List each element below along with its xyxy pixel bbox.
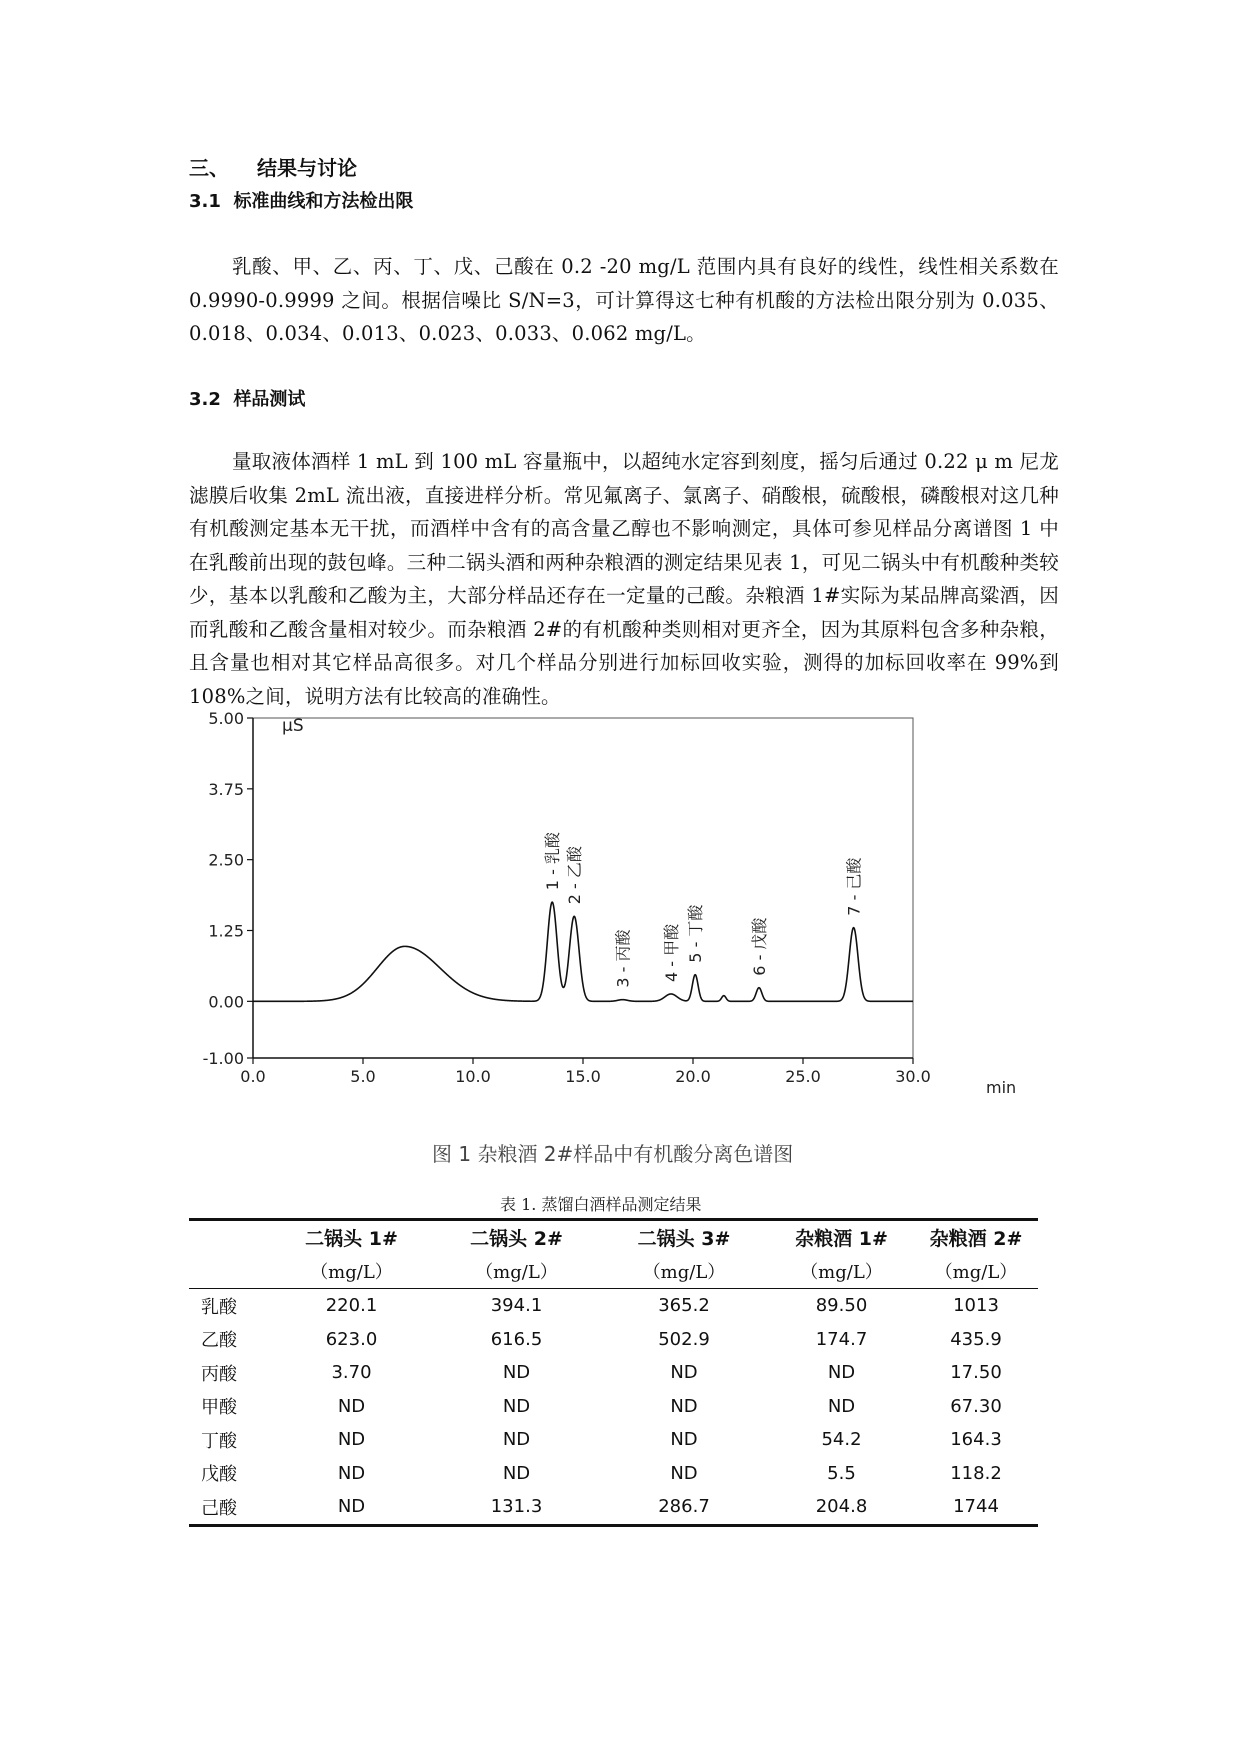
table-cell: 1744 bbox=[953, 1496, 999, 1518]
subsection-number: 3.1 bbox=[189, 191, 221, 212]
subsection-title: 标准曲线和方法检出限 bbox=[233, 191, 414, 212]
table-cell: 89.50 bbox=[815, 1295, 868, 1317]
column-unit: （mg/L） bbox=[310, 1262, 393, 1284]
column-unit: （mg/L） bbox=[475, 1262, 558, 1284]
y-tick-label: 0.00 bbox=[208, 992, 244, 1012]
x-tick-label: 25.0 bbox=[785, 1067, 821, 1086]
table-cell: 1013 bbox=[953, 1295, 999, 1317]
table-row bbox=[189, 1289, 1038, 1323]
table-cell: ND bbox=[337, 1462, 366, 1484]
table-header-row bbox=[189, 1221, 1038, 1255]
subsection-heading-3-1 bbox=[189, 187, 413, 213]
peak-label: 6 - 戊酸 bbox=[750, 917, 769, 976]
table-cell: ND bbox=[502, 1362, 531, 1384]
x-tick-label: 5.0 bbox=[350, 1067, 376, 1086]
table-cell: 616.5 bbox=[490, 1328, 543, 1350]
row-label: 丁酸 bbox=[201, 1430, 237, 1452]
chromatogram-trace bbox=[253, 902, 913, 1001]
table-cell: 164.3 bbox=[950, 1429, 1002, 1451]
table-cell: 435.9 bbox=[950, 1328, 1002, 1350]
table-cell: ND bbox=[502, 1429, 531, 1451]
paragraph-text: 乳酸、甲、乙、丙、丁、戊、己酸在 0.2 -20 mg/L 范围内具有良好的线性，线性相关系数在 0.9990-0.9999 之间。根据信噪比 S/N=3，可计算得这七种有机酸的方法检出限分别为 0.035、0.018、0.034、0.013、0.023、0.033、0.062 mg/L。 bbox=[189, 255, 1059, 345]
x-tick-label: 20.0 bbox=[675, 1067, 711, 1086]
table-cell: 17.50 bbox=[950, 1362, 1002, 1384]
x-tick-label: 15.0 bbox=[565, 1067, 601, 1086]
section-number: 三、 bbox=[189, 156, 229, 180]
table-cell: 5.5 bbox=[827, 1462, 856, 1484]
column-unit: （mg/L） bbox=[934, 1262, 1018, 1284]
row-label: 戊酸 bbox=[201, 1464, 237, 1486]
table-cell: ND bbox=[502, 1462, 531, 1484]
peak-label: 4 - 甲酸 bbox=[662, 923, 681, 982]
table-cell: 365.2 bbox=[658, 1295, 710, 1317]
paragraph-text: 量取液体酒样 1 mL 到 100 mL 容量瓶中，以超纯水定容到刻度，摇匀后通过 0.22 μ m 尼龙滤膜后收集 2mL 流出液，直接进样分析。常见氟离子、氯离子、硝酸根，硫酸根，磷酸根对这几种有机酸测定基本无干扰，而酒样中含有的高含量乙醇也不影响测定，具体可参见样品分离谱图 1 中在乳酸前出现的鼓包峰。三种二锅头酒和两种杂粮酒的测定结果见表 1，可见二锅头中有机酸种类较少，基本以乳酸和乙酸为主，大部分样品还存在一定量的己酸。杂粮酒 1#实际为某品牌高粱酒，因而乳酸和乙酸含量相对较少。而杂粮酒 2#的有机酸种类则相对更齐全，因为其原料包含多种杂粮，且含量也相对其它样品高很多。对几个样品分别进行加标回收实验，测得的加标回收率在 99%到 108%之间，说明方法有比较高的准确性。 bbox=[189, 450, 1059, 708]
row-label: 乙酸 bbox=[201, 1330, 237, 1352]
table-cell: ND bbox=[337, 1429, 366, 1451]
table-cell: ND bbox=[827, 1395, 856, 1417]
x-tick-label: 10.0 bbox=[455, 1067, 491, 1086]
y-axis bbox=[203, 709, 253, 1068]
x-tick-label: 0.0 bbox=[240, 1067, 266, 1086]
y-tick-label: 1.25 bbox=[208, 921, 244, 941]
table-cell: 502.9 bbox=[658, 1328, 710, 1350]
table-cell: 286.7 bbox=[658, 1496, 710, 1518]
x-axis bbox=[240, 1058, 931, 1086]
table-row bbox=[189, 1457, 1038, 1491]
column-header: 杂粮酒 2# bbox=[929, 1228, 1023, 1251]
subsection-heading-3-2 bbox=[189, 385, 305, 411]
y-tick-label: -1.00 bbox=[202, 1049, 244, 1068]
subsection-title: 样品测试 bbox=[233, 389, 306, 410]
table-cell: 131.3 bbox=[490, 1496, 543, 1518]
column-header: 二锅头 2# bbox=[470, 1228, 563, 1251]
peak-label: 3 - 丙酸 bbox=[613, 929, 633, 988]
table-cell: ND bbox=[670, 1429, 698, 1451]
section-title: 结果与讨论 bbox=[257, 156, 357, 180]
table-cell: ND bbox=[670, 1362, 698, 1384]
table-cell: 204.8 bbox=[815, 1496, 868, 1518]
table-cell: ND bbox=[670, 1462, 698, 1484]
table-cell: 67.30 bbox=[950, 1395, 1002, 1417]
table-row bbox=[189, 1490, 1038, 1524]
row-label: 乳酸 bbox=[201, 1296, 237, 1318]
y-tick-label: 5.00 bbox=[208, 709, 244, 728]
chromatogram-chart bbox=[202, 709, 1050, 1162]
table-cell: 220.1 bbox=[325, 1295, 378, 1317]
figure-caption: 图 1 杂粮酒 2#样品中有机酸分离色谱图 bbox=[432, 1142, 794, 1166]
row-label: 己酸 bbox=[201, 1497, 237, 1519]
table-row bbox=[189, 1356, 1038, 1390]
table-cell: ND bbox=[502, 1395, 531, 1417]
table-unit-row bbox=[189, 1255, 1038, 1289]
table-caption: 表 1. 蒸馏白酒样品测定结果 bbox=[500, 1195, 702, 1214]
table-row bbox=[189, 1423, 1038, 1457]
column-unit: （mg/L） bbox=[642, 1262, 726, 1284]
column-header: 二锅头 1# bbox=[305, 1228, 398, 1251]
table-cell: 118.2 bbox=[950, 1462, 1002, 1484]
table-cell: ND bbox=[337, 1496, 366, 1518]
peak-label: 7 - 己酸 bbox=[844, 857, 864, 916]
peak-labels bbox=[543, 831, 863, 988]
paragraph-sample-test bbox=[189, 445, 1059, 713]
table-cell: 623.0 bbox=[325, 1328, 378, 1350]
table-cell: ND bbox=[337, 1395, 366, 1417]
column-unit: （mg/L） bbox=[800, 1262, 883, 1284]
table-row bbox=[189, 1323, 1038, 1357]
y-tick-label: 2.50 bbox=[208, 850, 244, 870]
table-cell: ND bbox=[827, 1362, 856, 1384]
results-table bbox=[189, 1221, 1038, 1524]
results-table-wrap bbox=[189, 1218, 1038, 1527]
x-axis-unit: min bbox=[986, 1078, 1017, 1097]
table-body bbox=[189, 1289, 1038, 1524]
table-cell: 54.2 bbox=[821, 1429, 862, 1451]
column-header: 杂粮酒 1# bbox=[795, 1228, 888, 1251]
table-cell: ND bbox=[670, 1395, 698, 1417]
x-tick-label: 30.0 bbox=[895, 1067, 931, 1086]
y-axis-unit: µS bbox=[282, 716, 304, 736]
table-row bbox=[189, 1390, 1038, 1424]
row-label: 丙酸 bbox=[201, 1363, 237, 1385]
peak-label: 2 - 乙酸 bbox=[565, 846, 585, 905]
table-cell: 3.70 bbox=[331, 1362, 372, 1384]
paragraph-detection-limit bbox=[189, 250, 1059, 351]
row-label: 甲酸 bbox=[201, 1397, 237, 1419]
peak-label: 1 - 乳酸 bbox=[543, 832, 563, 891]
section-heading bbox=[189, 152, 357, 181]
peak-label: 5 - 丁酸 bbox=[686, 904, 706, 963]
table-bottom-rule bbox=[189, 1524, 1038, 1527]
column-header: 二锅头 3# bbox=[637, 1228, 731, 1251]
subsection-number: 3.2 bbox=[189, 389, 221, 410]
y-tick-label: 3.75 bbox=[208, 779, 244, 799]
table-cell: 174.7 bbox=[815, 1328, 868, 1350]
table-cell: 394.1 bbox=[490, 1295, 543, 1317]
